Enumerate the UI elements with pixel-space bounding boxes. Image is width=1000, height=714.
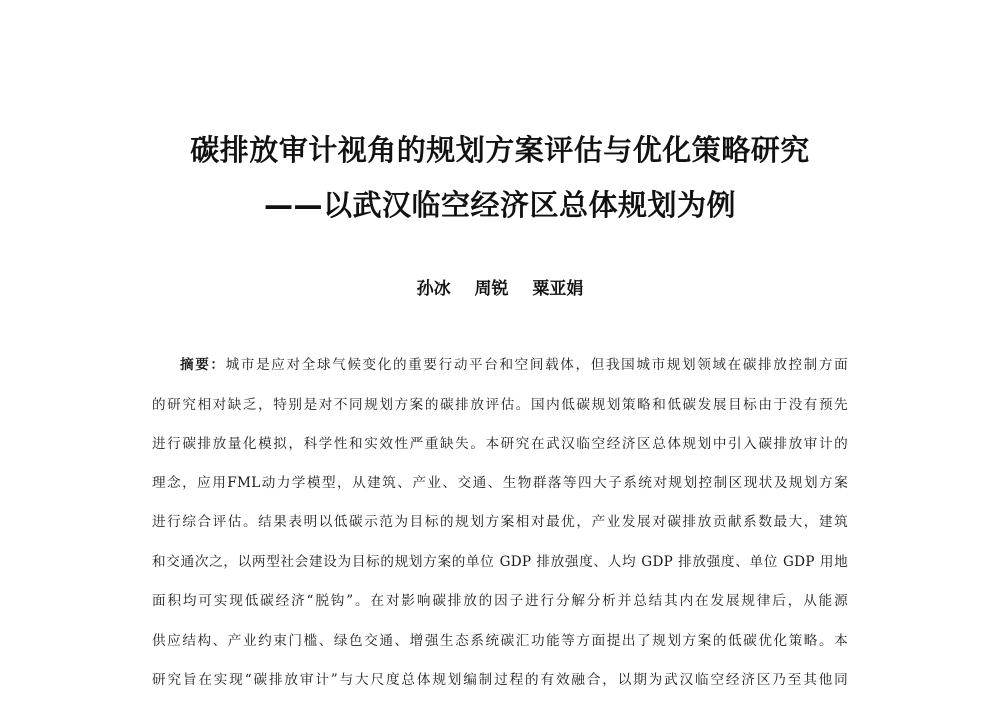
author-name: 孙冰 [416, 279, 451, 299]
abstract-line: 理念，应用FML动力学模型，从建筑、产业、交通、生物群落等四大子系统对规划控制区现状及规划方案 [152, 475, 848, 491]
abstract-line: 供应结构、产业约束门槛、绿色交通、增强生态系统碳汇功能等方面提出了规划方案的低碳优化策略。本 [152, 633, 848, 649]
paper-title: 碳排放审计视角的规划方案评估与优化策略研究 [190, 133, 810, 167]
abstract-line: 研究旨在实现“碳排放审计”与大尺度总体规划编制过程的有效融合，以期为武汉临空经济区乃至其他同 [152, 672, 848, 688]
paper-subtitle: ——以武汉临空经济区总体规划为例 [263, 188, 736, 222]
abstract-label: 摘要： [180, 357, 226, 373]
abstract-line: 进行碳排放量化模拟，科学性和实效性严重缺失。本研究在武汉临空经济区总体规划中引入碳排放审计的 [152, 436, 848, 452]
abstract-line: 面积均可实现低碳经济“脱钩”。在对影响碳排放的因子进行分解分析并总结其内在发展规律后，从能源 [152, 593, 848, 609]
abstract-line: 进行综合评估。结果表明以低碳示范为目标的规划方案相对最优，产业发展对碳排放贡献系数最大，建筑 [152, 514, 848, 530]
author-name: 粟亚娟 [532, 279, 584, 299]
abstract-line-text: 城市是应对全球气候变化的重要行动平台和空间载体，但我国城市规划领域在碳排放控制方面 [225, 357, 848, 373]
abstract-line: 和交通次之，以两型社会建设为目标的规划方案的单位 GDP 排放强度、人均 GDP 排放强度、单位 GDP 用地 [152, 554, 848, 570]
abstract-line [180, 353, 848, 373]
abstract-line: 的研究相对缺乏，特别是对不同规划方案的碳排放评估。国内低碳规划策略和低碳发展目标由于没有预先 [152, 397, 848, 413]
author-name: 周锐 [474, 279, 509, 299]
